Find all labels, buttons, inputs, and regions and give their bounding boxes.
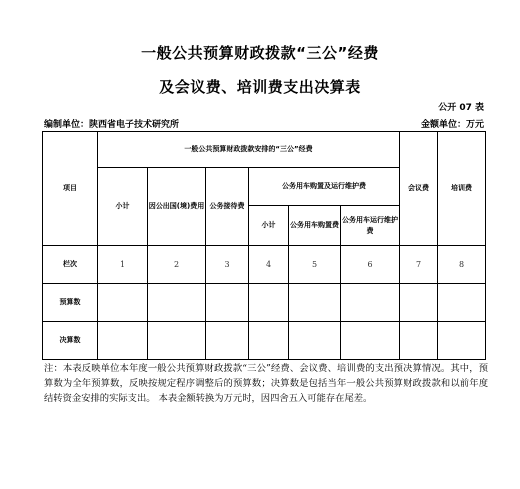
header-overseas-travel: 因公出国(境)费用 <box>148 168 206 246</box>
table-cell <box>400 284 438 322</box>
table-cell <box>98 284 148 322</box>
row-label-budget: 预算数 <box>43 284 98 322</box>
column-number-cell: 4 <box>249 246 289 284</box>
header-item: 项目 <box>43 132 98 246</box>
row-label-final: 决算数 <box>43 322 98 360</box>
table-cell <box>341 284 400 322</box>
header-vehicle-group: 公务用车购置及运行维护费 <box>249 168 400 206</box>
table-row-index <box>43 246 486 284</box>
table-row-budget <box>43 284 486 322</box>
page-title-line1: 一般公共预算财政拨款“三公”经费 <box>141 44 379 62</box>
header-vehicle-subtotal: 小计 <box>249 206 289 246</box>
header-reception: 公务接待费 <box>206 168 249 246</box>
column-number-cell: 5 <box>289 246 341 284</box>
currency-unit-label: 金额单位：万元 <box>420 120 484 130</box>
table-cell <box>148 284 206 322</box>
column-number-cell: 1 <box>98 246 148 284</box>
header-subtotal: 小计 <box>98 168 148 246</box>
table-cell <box>206 284 249 322</box>
table-cell <box>438 284 486 322</box>
column-number-cell: 8 <box>438 246 486 284</box>
table-cell <box>148 322 206 360</box>
table-cell <box>98 322 148 360</box>
table-cell <box>206 322 249 360</box>
row-label-index: 栏次 <box>43 246 98 284</box>
table-cell <box>249 322 289 360</box>
table-cell <box>400 322 438 360</box>
header-meeting: 会议费 <box>400 132 438 246</box>
expenditure-table <box>42 131 486 360</box>
header-vehicle-operation: 公务用车运行维护费 <box>341 206 400 246</box>
form-number: 公开 07 表 <box>438 103 484 113</box>
table-row-final <box>43 322 486 360</box>
footnote: 注：本表反映单位本年度一般公共预算财政拨款“三公”经费、会议费、培训费的支出预决算情况。其中，预算数为全年预算数，反映按规定程序调整后的预算数；决算数是包括当年一般公共预算财政拨款和以前年度结转资金安排的实际支出。 本表金额转换为万元时，因四舍五入可能存在尾差。 <box>44 363 488 404</box>
header-sangong-group: 一般公共预算财政拨款安排的“三公”经费 <box>98 132 400 168</box>
column-number-cell: 3 <box>206 246 249 284</box>
organization-label: 编制单位：陕西省电子技术研究所 <box>44 120 180 130</box>
page-title-line2: 及会议费、培训费支出决算表 <box>159 78 361 96</box>
table-cell <box>249 284 289 322</box>
header-vehicle-purchase: 公务用车购置费 <box>289 206 341 246</box>
table-cell <box>289 322 341 360</box>
table-cell <box>438 322 486 360</box>
column-number-cell: 7 <box>400 246 438 284</box>
header-training: 培训费 <box>438 132 486 246</box>
column-number-cell: 2 <box>148 246 206 284</box>
column-number-cell: 6 <box>341 246 400 284</box>
table-cell <box>341 322 400 360</box>
table-cell <box>289 284 341 322</box>
